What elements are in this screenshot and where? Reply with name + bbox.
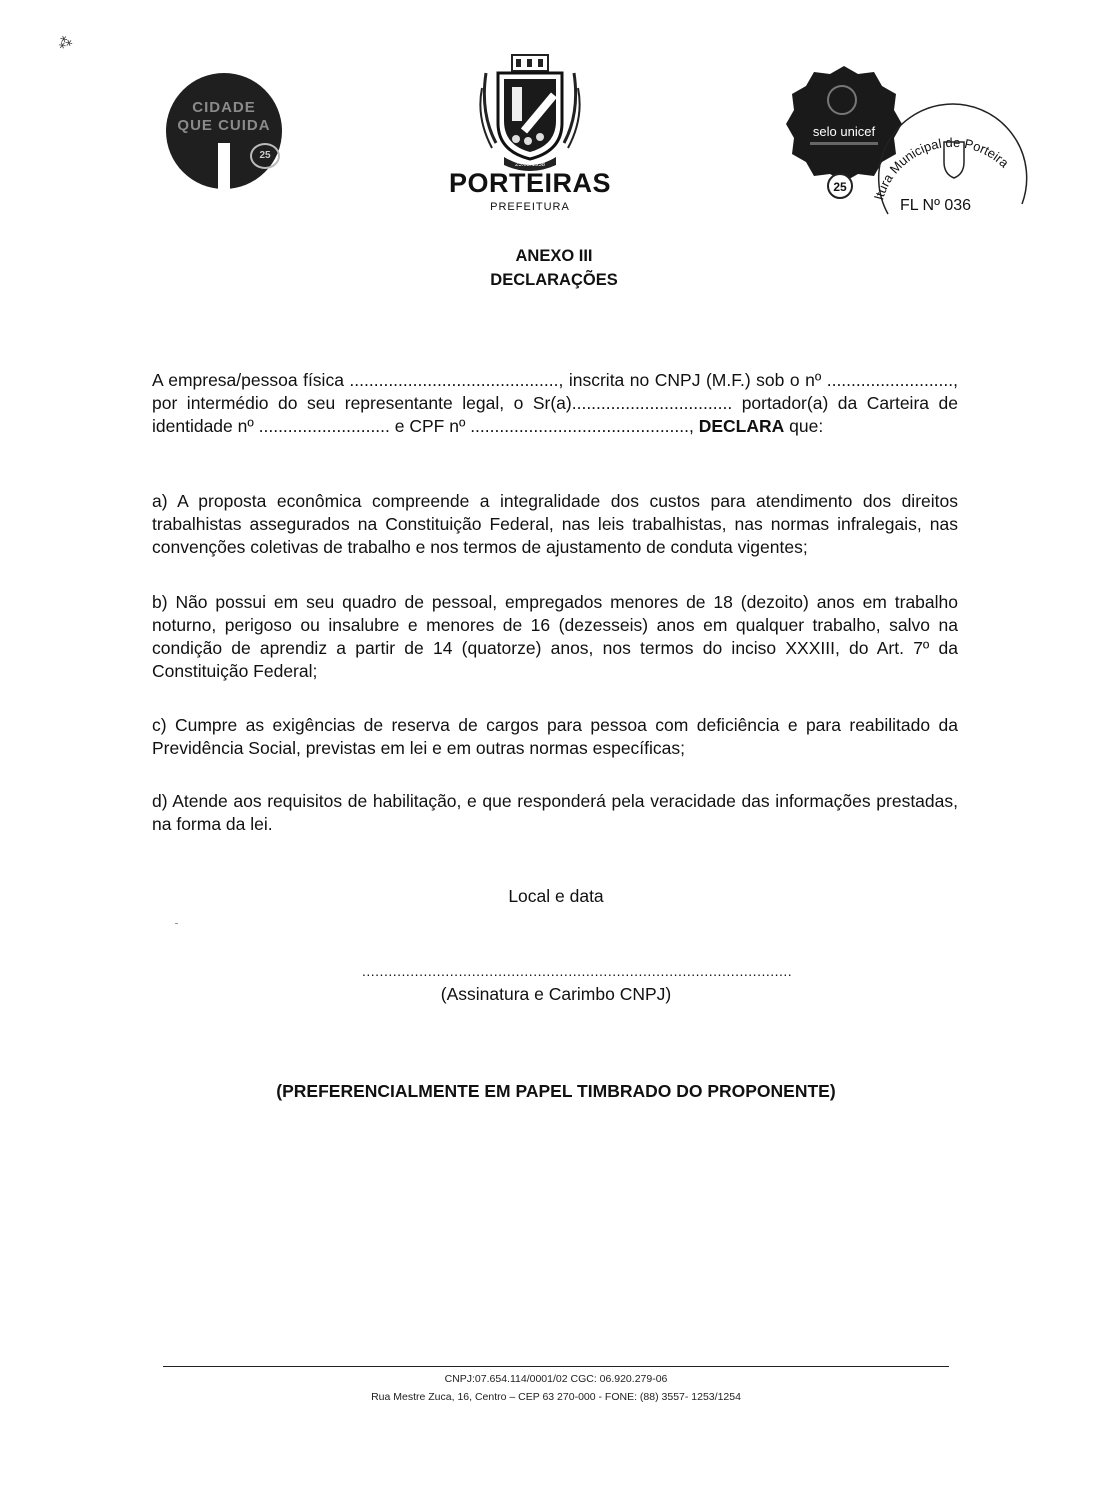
declarations-title: DECLARAÇÕES xyxy=(490,271,618,289)
scan-mark xyxy=(175,923,178,924)
crest-date: 25.03.1958 xyxy=(514,162,546,168)
logo-line-2: QUE CUIDA xyxy=(177,117,271,134)
item-b: b) Não possui em seu quadro de pessoal, empregados menores de 18 (dezoito) anos em trabalho noturno, perigoso ou insalubre e menores de 16 (dezesseis) anos em qualquer trabalho, salvo na condição de aprendiz a partir de 14 (quatorze) anos, nos termos do inciso XXXIII, do Art. 7º da Constituição Federal; xyxy=(152,592,958,681)
logo-badge: 25 xyxy=(250,143,280,169)
place-and-date: Local e data xyxy=(508,886,604,906)
municipal-stamp-icon xyxy=(860,84,1030,234)
intro-line-3-start: identidade nº ........................... e CPF nº ............................................., xyxy=(152,416,699,436)
cidade-que-cuida-logo xyxy=(166,73,282,189)
footer-divider xyxy=(163,1366,949,1367)
unicef-year: 25 xyxy=(833,180,847,194)
logo-line-1: CIDADE xyxy=(192,99,256,116)
letterhead-note: (PREFERENCIALMENTE EM PAPEL TIMBRADO DO PROPONENTE) xyxy=(276,1081,836,1101)
intro-line-3 xyxy=(152,415,958,438)
intro-paragraph xyxy=(152,369,958,438)
annex-title: ANEXO III xyxy=(515,247,593,265)
brand-subtitle: PREFEITURA xyxy=(490,201,570,213)
stamp-page-number: FL Nº 036 xyxy=(900,197,972,214)
logo-bar xyxy=(218,143,230,191)
item-c: c) Cumpre as exigências de reserva de cargos para pessoa com deficiência e para reabilitado da Previdência Social, previstas em lei e em outras normas específicas; xyxy=(152,715,958,758)
footer-address: Rua Mestre Zuca, 16, Centro – CEP 63 270-000 - FONE: (88) 3557- 1253/1254 xyxy=(371,1391,741,1403)
brand-name: PORTEIRAS xyxy=(448,168,612,198)
unicef-text: selo unicef xyxy=(812,124,876,139)
scan-speck: ⁂ xyxy=(55,32,75,52)
intro-line-3-end: que: xyxy=(784,416,824,436)
signature-caption: (Assinatura e Carimbo CNPJ) xyxy=(440,984,672,1004)
intro-line-2: por intermédio do seu representante legal, o Sr(a)................................. portador(a) da Carteira de xyxy=(152,393,958,413)
intro-line-1: A empresa/pessoa física ..........................................., inscrita no CNPJ (M.F.) sob o nº .........................., xyxy=(152,370,958,390)
stamp-arc-text: ltura Municipal de Porteira xyxy=(871,134,1012,202)
signature-line: .................................................................................................. xyxy=(362,963,793,979)
item-d: d) Atende aos requisitos de habilitação, e que responderá pela veracidade das informações prestadas, na forma da lei. xyxy=(152,791,958,834)
item-a: a) A proposta econômica compreende a integralidade dos custos para atendimento dos direitos trabalhistas assegurados na Constituição Federal, nas leis trabalhistas, nas normas infralegais, nas convenções coletivas de trabalho e nos termos de ajustamento de conduta vigentes; xyxy=(152,491,958,557)
declara-word: DECLARA xyxy=(698,416,785,436)
footer-registration: CNPJ:07.654.114/0001/02 CGC: 06.920.279-06 xyxy=(444,1373,668,1385)
porteiras-crest-icon xyxy=(476,53,584,171)
